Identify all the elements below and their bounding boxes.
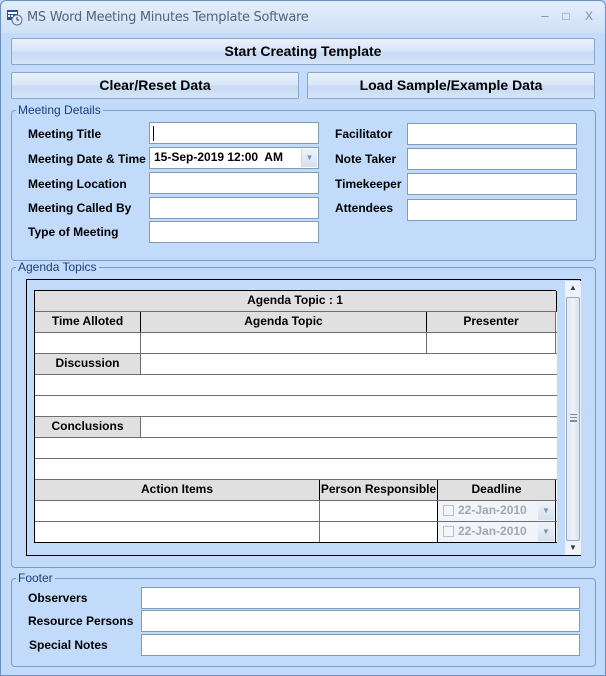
- meeting-location-label: Meeting Location: [28, 177, 127, 191]
- time-alloted-input[interactable]: [35, 333, 141, 353]
- deadline-picker[interactable]: [438, 522, 556, 542]
- meeting-title-label: Meeting Title: [28, 127, 102, 141]
- discussion-input-row[interactable]: [35, 396, 557, 417]
- chevron-down-icon[interactable]: ▼: [538, 502, 554, 520]
- resource-persons-label: Resource Persons: [28, 614, 134, 628]
- agenda-topic-number: Agenda Topic : 1: [35, 291, 555, 311]
- deadline-picker[interactable]: [438, 501, 556, 521]
- maximize-button[interactable]: □: [562, 9, 570, 23]
- person-responsible-input[interactable]: [320, 501, 438, 521]
- minimize-button[interactable]: –: [541, 8, 549, 23]
- discussion-input-row[interactable]: [35, 375, 557, 396]
- person-responsible-input[interactable]: [320, 522, 438, 542]
- close-button[interactable]: X: [584, 9, 593, 23]
- facilitator-label: Facilitator: [335, 127, 393, 141]
- action-item-input[interactable]: [35, 522, 320, 542]
- observers-label: Observers: [28, 591, 88, 605]
- presenter-input[interactable]: [427, 333, 556, 353]
- deadline-checkbox[interactable]: [443, 526, 454, 537]
- conclusions-header-row: [35, 417, 557, 438]
- app-icon: [6, 8, 23, 26]
- special-notes-input[interactable]: [141, 634, 580, 656]
- meeting-called-by-label: Meeting Called By: [28, 201, 132, 215]
- conclusions-label: Conclusions: [35, 417, 141, 437]
- load-sample-data-button[interactable]: Load Sample/Example Data: [307, 72, 595, 99]
- meeting-location-input[interactable]: [149, 172, 319, 194]
- agenda-topic-input[interactable]: [141, 333, 427, 353]
- scroll-down-arrow-icon[interactable]: ▼: [569, 543, 577, 552]
- deadline-value: 22-Jan-2010: [458, 524, 527, 538]
- agenda-grid-container: [26, 279, 581, 556]
- meeting-title-input[interactable]: [149, 122, 319, 144]
- scroll-up-arrow-icon[interactable]: ▲: [569, 283, 577, 292]
- facilitator-input[interactable]: [407, 123, 577, 145]
- note-taker-input[interactable]: [407, 148, 577, 170]
- start-creating-template-button[interactable]: Start Creating Template: [11, 38, 595, 65]
- chevron-down-icon[interactable]: ▼: [538, 523, 554, 541]
- footer-legend: Footer: [18, 571, 53, 585]
- timekeeper-input[interactable]: [407, 173, 577, 195]
- deadline-checkbox[interactable]: [443, 505, 454, 516]
- deadline-header: Deadline: [438, 480, 556, 500]
- attendees-input[interactable]: [407, 199, 577, 221]
- action-items-header: Action Items: [35, 480, 320, 500]
- conclusions-input-row[interactable]: [35, 459, 557, 480]
- timekeeper-label: Timekeeper: [335, 177, 402, 191]
- conclusions-input-row[interactable]: [35, 438, 557, 459]
- presenter-header: Presenter: [427, 312, 556, 332]
- conclusions-cell[interactable]: [141, 417, 556, 437]
- meeting-date-picker[interactable]: [149, 147, 319, 169]
- agenda-grid: [34, 290, 556, 543]
- resource-persons-input[interactable]: [141, 610, 580, 632]
- person-responsible-header: Person Responsible: [320, 480, 438, 500]
- scrollbar-thumb[interactable]: [566, 297, 580, 541]
- discussion-cell[interactable]: [141, 354, 556, 374]
- agenda-scrollbar[interactable]: [565, 281, 581, 555]
- type-of-meeting-input[interactable]: [149, 221, 319, 243]
- meeting-date-value: 15-Sep-2019 12:00 AM: [154, 150, 283, 164]
- type-of-meeting-label: Type of Meeting: [28, 225, 119, 239]
- agenda-topic-input-row: [35, 333, 557, 354]
- deadline-value: 22-Jan-2010: [458, 503, 527, 517]
- title-bar: [1, 1, 605, 33]
- special-notes-label: Special Notes: [29, 638, 108, 652]
- chevron-down-icon[interactable]: ▼: [301, 149, 317, 167]
- window-title: MS Word Meeting Minutes Template Software: [27, 10, 309, 25]
- observers-input[interactable]: [141, 587, 580, 609]
- action-items-header-row: [35, 480, 557, 501]
- agenda-topic-header-row: [35, 291, 557, 312]
- meeting-details-legend: Meeting Details: [18, 103, 101, 117]
- meeting-date-label: Meeting Date & Time: [28, 152, 146, 166]
- action-item-input[interactable]: [35, 501, 320, 521]
- time-alloted-header: Time Alloted: [35, 312, 141, 332]
- clear-reset-data-button[interactable]: Clear/Reset Data: [11, 72, 299, 99]
- agenda-topics-legend: Agenda Topics: [18, 260, 97, 274]
- note-taker-label: Note Taker: [335, 152, 397, 166]
- discussion-header-row: [35, 354, 557, 375]
- grip-icon: [570, 414, 577, 422]
- action-item-row: [35, 501, 557, 522]
- meeting-called-by-input[interactable]: [149, 197, 319, 219]
- text-caret: [153, 126, 154, 141]
- agenda-column-header-row: [35, 312, 557, 333]
- action-item-row: [35, 522, 557, 543]
- attendees-label: Attendees: [335, 201, 394, 215]
- agenda-topic-header: Agenda Topic: [141, 312, 427, 332]
- discussion-label: Discussion: [35, 354, 141, 374]
